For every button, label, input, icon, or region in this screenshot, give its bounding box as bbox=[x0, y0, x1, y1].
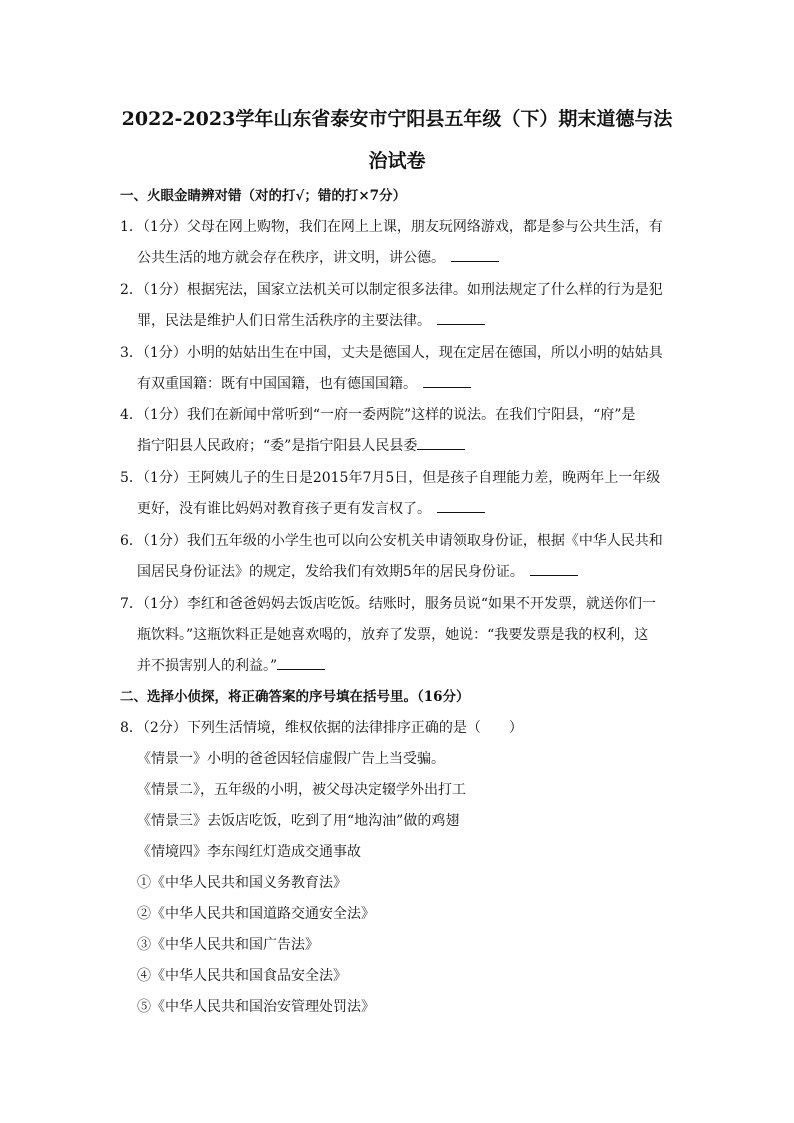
question-7-line3 bbox=[137, 656, 325, 676]
scenario-1: 《情景一》小明的爸爸因轻信虚假广告上当受骗。 bbox=[137, 751, 445, 767]
scenario-4: 《情境四》李东闯红灯造成交通事故 bbox=[137, 844, 361, 860]
question-2-line1: 2．（1分）根据宪法，国家立法机关可以制定很多法律。如刑法规定了什么样的行为是犯 bbox=[120, 282, 663, 298]
question-7-line1: 7．（1分）李红和爸爸妈妈去饭店吃饭。结账时，服务员说“如果不开发票，就送你们一 bbox=[120, 596, 656, 612]
section2-heading: 二、选择小侦探，将正确答案的序号填在括号里。（16分） bbox=[120, 689, 470, 705]
question-1-text: 公共生活的地方就会存在秩序，讲文明，讲公德。 bbox=[137, 250, 445, 266]
question-3-line1: 3．（1分）小明的姑姑出生在中国，丈夫是德国人，现在定居在德国，所以小明的姑姑具 bbox=[120, 345, 663, 361]
law-option-3: ③《中华人民共和国广告法》 bbox=[137, 937, 319, 953]
page-title-line2: 治试卷 bbox=[368, 150, 426, 172]
question-4-text: 指宁阳县人民政府；“委”是指宁阳县人民县委 bbox=[137, 438, 418, 454]
answer-blank bbox=[437, 500, 485, 513]
section1-heading: 一、火眼金睛辨对错（对的打√；错的打×7分） bbox=[120, 188, 407, 204]
question-4-line1: 4．（1分）我们在新闻中常听到“一府一委两院”这样的说法。在我们宁阳县，“府”是 bbox=[120, 407, 636, 423]
answer-blank bbox=[451, 249, 499, 262]
question-5-text: 更好，没有谁比妈妈对教育孩子更有发言权了。 bbox=[137, 501, 431, 517]
question-2-line2 bbox=[137, 311, 485, 331]
question-5-line2 bbox=[137, 499, 485, 519]
page-title-line1: 2022-2023学年山东省泰安市宁阳县五年级（下）期末道德与法 bbox=[121, 108, 673, 130]
question-6-text: 国居民身份证法》的规定，发给我们有效期5年的居民身份证。 bbox=[137, 564, 524, 580]
question-3-line2 bbox=[137, 374, 471, 394]
law-option-4: ④《中华人民共和国食品安全法》 bbox=[137, 968, 347, 984]
question-6-line2 bbox=[137, 562, 578, 582]
answer-blank bbox=[417, 437, 465, 450]
answer-blank bbox=[530, 563, 578, 576]
scenario-3: 《情景三》去饭店吃饭，吃到了用“地沟油”做的鸡翅 bbox=[137, 813, 460, 829]
answer-blank bbox=[423, 375, 471, 388]
question-2-text: 罪，民法是维护人们日常生活秩序的主要法律。 bbox=[137, 313, 431, 329]
question-5-line1: 5．（1分）王阿姨儿子的生日是2015年7月5日，但是孩子自理能力差，晚两年上一年级 bbox=[120, 470, 661, 486]
answer-blank bbox=[277, 657, 325, 670]
question-1-line2 bbox=[137, 248, 499, 268]
scenario-2: 《情景二》，五年级的小明，被父母决定辍学外出打工 bbox=[137, 782, 466, 798]
question-1-line1: 1．（1分）父母在网上购物，我们在网上上课，朋友玩网络游戏，都是参与公共生活，有 bbox=[120, 219, 663, 235]
law-option-2: ②《中华人民共和国道路交通安全法》 bbox=[137, 906, 375, 922]
question-3-text: 有双重国籍：既有中国国籍，也有德国国籍。 bbox=[137, 376, 417, 392]
question-7-text: 并不损害别人的利益。” bbox=[137, 658, 278, 674]
law-option-1: ①《中华人民共和国义务教育法》 bbox=[137, 875, 347, 891]
question-4-line2 bbox=[137, 436, 465, 456]
question-7-line2: 瓶饮料。”这瓶饮料正是她喜欢喝的，放弃了发票，她说：“我要发票是我的权利，这 bbox=[137, 627, 649, 643]
law-option-5: ⑤《中华人民共和国治安管理处罚法》 bbox=[137, 999, 375, 1015]
answer-blank bbox=[437, 312, 485, 325]
question-8-stem: 8．（2分）下列生活情境，维权依据的法律排序正确的是（ ） bbox=[120, 720, 523, 736]
question-6-line1: 6．（1分）我们五年级的小学生也可以向公安机关申请领取身份证，根据《中华人民共和 bbox=[120, 533, 663, 549]
